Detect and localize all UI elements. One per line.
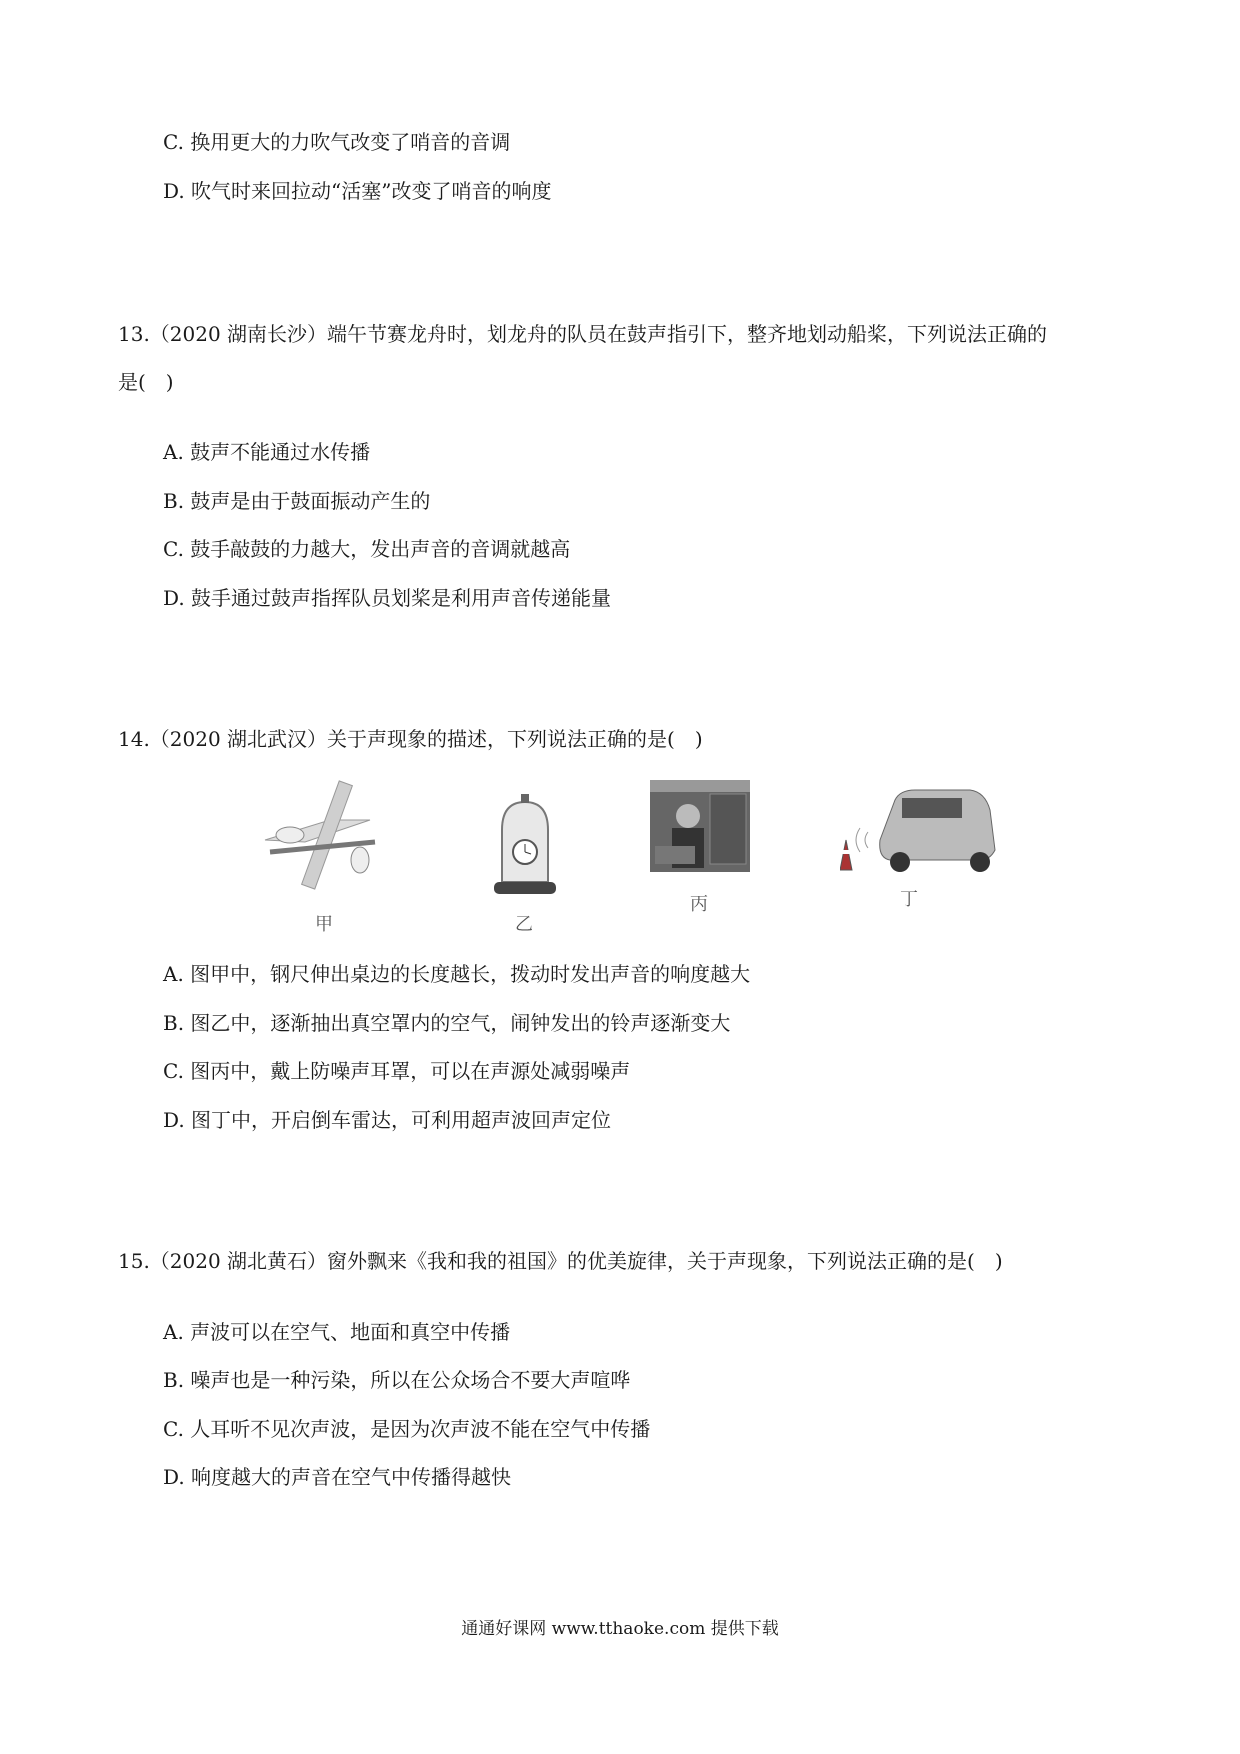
worker-earmuffs-icon — [650, 780, 750, 915]
q14-option-d: D. 图丁中，开启倒车雷达，可利用超声波回声定位 — [163, 1108, 612, 1132]
q14-option-a: A. 图甲中，钢尺伸出桌边的长度越长，拨动时发出声音的响度越大 — [163, 962, 751, 986]
q15-stem: 15.（2020 湖北黄石）窗外飘来《我和我的祖国》的优美旋律，关于声现象，下列说法正确的是( ) — [118, 1249, 1003, 1273]
q15-option-a: A. 声波可以在空气、地面和真空中传播 — [163, 1320, 511, 1344]
figure-caption-bing: 丙 — [690, 894, 708, 915]
q14-option-b: B. 图乙中，逐渐抽出真空罩内的空气，闹钟发出的铃声逐渐变大 — [163, 1011, 731, 1035]
q13-option-b: B. 鼓声是由于鼓面振动产生的 — [163, 489, 431, 513]
q14-figures — [260, 780, 1000, 940]
q13-stem-line1: 13.（2020 湖南长沙）端午节赛龙舟时，划龙舟的队员在鼓声指引下，整齐地划动船桨，下列说法正确的 — [118, 322, 1048, 346]
q15-option-d: D. 响度越大的声音在空气中传播得越快 — [163, 1465, 512, 1489]
q15-option-c: C. 人耳听不见次声波，是因为次声波不能在空气中传播 — [163, 1417, 651, 1441]
bell-jar-clock-icon — [490, 790, 560, 935]
q14-stem: 14.（2020 湖北武汉）关于声现象的描述，下列说法正确的是( ) — [118, 727, 703, 751]
q15-option-b: B. 噪声也是一种污染，所以在公众场合不要大声喧哗 — [163, 1368, 631, 1392]
q13-option-d: D. 鼓手通过鼓声指挥队员划桨是利用声音传递能量 — [163, 586, 612, 610]
q13-stem-line2: 是( ) — [118, 370, 174, 394]
q13-option-a: A. 鼓声不能通过水传播 — [163, 440, 371, 464]
figure-caption-yi: 乙 — [515, 914, 533, 935]
q14-option-c: C. 图丙中，戴上防噪声耳罩，可以在声源处减弱噪声 — [163, 1059, 631, 1083]
figure-caption-ding: 丁 — [900, 889, 918, 910]
q13-option-c: C. 鼓手敲鼓的力越大，发出声音的音调就越高 — [163, 537, 571, 561]
page-footer: 通通好课网 www.tthaoke.com 提供下载 — [461, 1619, 779, 1639]
figure-caption-jia: 甲 — [315, 914, 333, 935]
car-reverse-radar-icon — [840, 780, 1000, 910]
ruler-table-icon — [260, 780, 380, 935]
q12-option-d: D. 吹气时来回拉动“活塞”改变了哨音的响度 — [163, 179, 552, 203]
q12-option-c: C. 换用更大的力吹气改变了哨音的音调 — [163, 130, 511, 154]
